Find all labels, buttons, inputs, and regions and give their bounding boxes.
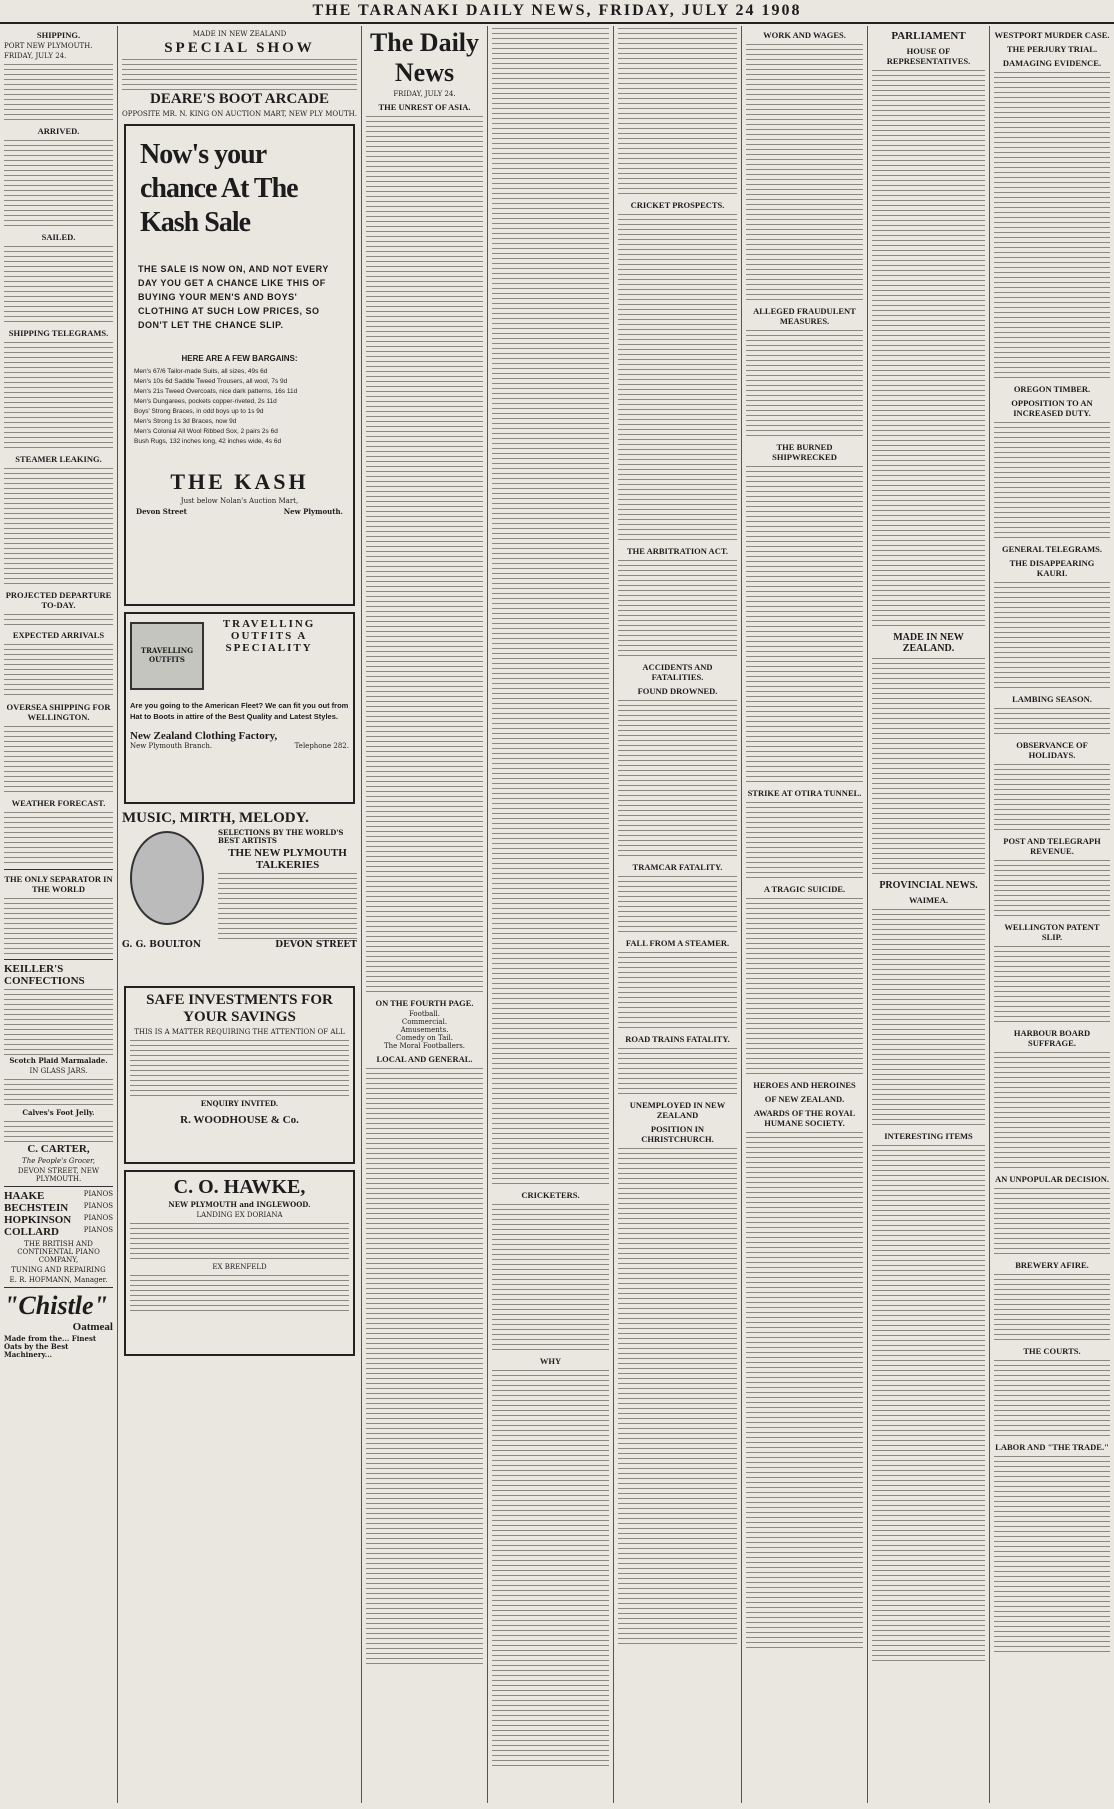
deare-sub: OPPOSITE MR. N. KING ON AUCTION MART, NEW PLY MOUTH. <box>122 110 358 118</box>
courts-text <box>994 1358 1110 1438</box>
bargain-item: Men's 67/6 Tailor-made Suits, all sizes, 49s 6d <box>134 368 268 375</box>
keiller-text <box>4 987 113 1055</box>
bargain-item: Bush Rugs, 132 inches long, 42 inches wide, 4s 6d <box>134 438 282 445</box>
tuning: TUNING AND REPAIRING <box>11 1266 106 1274</box>
unemployed-text <box>618 1146 737 1646</box>
damaging-heading: DAMAGING EVIDENCE. <box>1002 58 1102 68</box>
telegrams-text <box>4 340 113 450</box>
special-text <box>122 57 357 91</box>
bargain-item: Men's Strong 1s 3d Braces, now 9d <box>134 418 237 425</box>
suicide-heading: A TRAGIC SUICIDE. <box>763 884 846 894</box>
news-text-a <box>492 26 609 1186</box>
general-heading: GENERAL TELEGRAMS. <box>1002 544 1102 554</box>
kash-address: Just below Nolan's Auction Mart, <box>180 497 299 505</box>
found-text <box>618 698 737 858</box>
perjury-heading: THE PERJURY TRIAL. <box>1006 44 1098 54</box>
column-news-4 <box>742 26 868 1803</box>
brenfeld-list <box>130 1273 349 1313</box>
labour-heading: LABOR AND "THE TRADE." <box>995 1442 1109 1452</box>
selections: SELECTIONS BY THE WORLD'S BEST ARTISTS <box>218 828 344 845</box>
bargain-item: Men's 10s 6d Saddle Tweed Trousers, all wool, 7s 9d <box>134 378 288 385</box>
bargain-list <box>130 367 349 447</box>
calves: Calves's Foot Jelly. <box>22 1108 95 1117</box>
interesting-heading: INTERESTING ITEMS <box>884 1131 973 1141</box>
made-nz: MADE IN NEW ZEALAND <box>192 30 287 38</box>
heroes-heading: HEROES AND HEROINES <box>753 1080 856 1090</box>
marmalade: Scotch Plaid Marmalade. <box>9 1056 108 1065</box>
fourth-item: Amusements. <box>400 1026 449 1034</box>
steamer-text <box>618 950 737 1030</box>
piano-name: COLLARD <box>4 1226 60 1238</box>
found-heading: FOUND DROWNED. <box>637 686 718 696</box>
strike-text <box>746 800 863 880</box>
suicide-text <box>746 896 863 1076</box>
carter-address: DEVON STREET, NEW PLYMOUTH. <box>17 1167 100 1183</box>
overseas-heading: OVERSEA SHIPPING FOR WELLINGTON. <box>6 702 111 722</box>
westport-heading: WESTPORT MURDER CASE. <box>994 30 1110 40</box>
harbour-text <box>994 1050 1110 1170</box>
cricket-text <box>618 212 737 542</box>
piano-list <box>4 1190 113 1238</box>
awards-text <box>746 1130 863 1650</box>
leaking-text <box>4 466 113 586</box>
burrell-heading: THE BURNED SHIPWRECKED <box>772 442 837 462</box>
oregon-text <box>994 420 1110 540</box>
burrell-text <box>746 464 863 784</box>
unpopular-text <box>994 1186 1110 1256</box>
house-heading: HOUSE OF REPRESENTATIVES. <box>886 46 971 66</box>
hawke-ad <box>124 1170 355 1356</box>
travelling-title: TRAVELLING OUTFITS A SPECIALITY <box>222 618 316 654</box>
boulton: G. G. BOULTON <box>122 940 202 950</box>
interesting-text <box>872 1143 985 1663</box>
bargain-item: Men's Colonial All Wool Ribbed Sox, 2 pairs 2s 6d <box>134 428 278 435</box>
oregon-heading: OREGON TIMBER. <box>1013 384 1091 394</box>
piano-company: THE BRITISH AND CONTINENTAL PIANO COMPANY, <box>17 1240 100 1264</box>
expected-text <box>4 642 113 698</box>
jars-list <box>4 1077 113 1107</box>
shipping-date: FRIDAY, JULY 24. <box>4 52 67 60</box>
leaking-heading: STEAMER LEAKING. <box>15 454 102 464</box>
local-text <box>366 1066 483 1666</box>
kauri-heading: THE DISAPPEARING KAURI. <box>1009 558 1095 578</box>
labour-text <box>994 1454 1110 1654</box>
piano-word: PIANOS <box>83 1214 113 1222</box>
post-text <box>994 858 1110 918</box>
parliament-heading: PARLIAMENT <box>891 30 966 42</box>
provincial-heading: PROVINCIAL NEWS. <box>879 880 978 891</box>
grocer: The People's Grocer, <box>22 1157 95 1165</box>
masthead: THE TARANAKI DAILY NEWS, FRIDAY, JULY 24 1908 <box>0 0 1114 24</box>
waimea-heading: WAIMEA. <box>909 895 948 905</box>
alcohol-heading: ALLEGED FRAUDULENT MEASURES. <box>753 306 856 326</box>
kash-logo: THE KASH <box>170 469 309 494</box>
oatmeal: Oatmeal <box>72 1321 113 1333</box>
fourth-item: Comedy on Tail. <box>396 1034 453 1042</box>
hawke-title: C. O. HAWKE, <box>173 1176 306 1198</box>
awards-heading: AWARDS OF THE ROYAL HUMANE SOCIETY. <box>753 1108 856 1128</box>
column-ads <box>118 26 362 1803</box>
accidents-heading: ACCIDENTS AND FATALITIES. <box>642 662 713 682</box>
kauri-text <box>994 580 1110 690</box>
exbrenfeld: EX BRENFELD <box>212 1263 267 1271</box>
slip-text <box>994 944 1110 1024</box>
nz-heading: OF NEW ZEALAND. <box>764 1094 845 1104</box>
safe-investments-ad <box>124 986 355 1164</box>
cricketers-text <box>492 1202 609 1352</box>
opposition-heading: OPPOSITION TO AN INCREASED DUTY. <box>1011 398 1093 418</box>
safe-sub: THIS IS A MATTER REQUIRING THE ATTENTION OF ALL <box>134 1028 345 1036</box>
why-heading: WHY <box>539 1356 562 1366</box>
telephone: Telephone 282. <box>294 742 349 750</box>
slip-heading: WELLINGTON PATENT SLIP. <box>1004 922 1100 942</box>
lambing-heading: LAMBING SEASON. <box>1012 694 1092 704</box>
tramcar-heading: TRAMCAR FATALITY. <box>632 862 723 872</box>
piano-name: HAAKE <box>4 1190 45 1202</box>
expected-heading: EXPECTED ARRIVALS <box>12 630 105 640</box>
trunk-image <box>130 622 204 690</box>
port-label: PORT NEW PLYMOUTH. <box>4 42 93 50</box>
cricket-heading: CRICKET PROSPECTS. <box>630 200 725 210</box>
separator-text <box>4 896 113 956</box>
cricketers-heading: CRICKETERS. <box>521 1190 580 1200</box>
departure-text <box>4 612 113 626</box>
nz-clothing: New Zealand Clothing Factory, <box>130 730 278 742</box>
enquiry: ENQUIRY INVITED. <box>200 1099 279 1108</box>
waimea-text <box>872 907 985 1127</box>
column-editorial <box>362 26 488 1803</box>
lead-text <box>366 114 483 994</box>
kash-headline: Now's your chance At The Kash Sale <box>140 139 298 238</box>
devon-street: DEVON STREET <box>275 940 357 950</box>
finest: Made from the... Finest Oats by the Best Machinery... <box>4 1334 97 1359</box>
sailed-text <box>4 244 113 324</box>
kash-town: New Plymouth. <box>283 507 343 516</box>
work-heading: WORK AND WAGES. <box>763 30 846 40</box>
lead-heading: THE UNREST OF ASIA. <box>378 102 471 112</box>
fleet-text: Are you going to the American Fleet? We can fit you out from Hat to Boots in attire of the Best Quality and Latest Styles. <box>130 701 349 721</box>
post-heading: POST AND TELEGRAPH REVENUE. <box>1003 836 1101 856</box>
arbitration-heading: THE ARBITRATION ACT. <box>627 546 728 556</box>
courts-heading: THE COURTS. <box>1023 1346 1081 1356</box>
music-ad <box>122 810 357 980</box>
fourth-item: The Moral Footballers. <box>383 1042 466 1050</box>
keiller-heading: KEILLER'S CONFECTIONS <box>4 963 85 987</box>
piano-word: PIANOS <box>83 1190 113 1198</box>
bargain-item: Boys' Strong Braces, in odd boys up to 1s 9d <box>134 408 264 415</box>
talkeries-text <box>218 871 357 941</box>
unemployed-heading: UNEMPLOYED IN NEW ZEALAND <box>629 1100 726 1120</box>
lambing-text <box>994 706 1110 736</box>
departure-heading: PROJECTED DEPARTURE TO-DAY. <box>5 590 112 610</box>
westport-text <box>994 70 1110 380</box>
trunk-text: TRAVELLING OUTFITS <box>140 646 194 664</box>
column-telegrams <box>990 26 1114 1803</box>
fourth-item: Football. <box>408 1010 441 1018</box>
paper-title: The Daily News <box>369 28 480 87</box>
column-news-2 <box>488 26 614 1803</box>
jars: IN GLASS JARS. <box>29 1067 88 1075</box>
column-news-3 <box>614 26 742 1803</box>
weather-heading: WEATHER FORECAST. <box>11 798 106 808</box>
parliament-text <box>872 68 985 628</box>
brewery-heading: BREWERY AFIRE. <box>1015 1260 1089 1270</box>
trains-heading: ROAD TRAINS FATALITY. <box>625 1034 730 1044</box>
landing: LANDING EX DORIANA <box>196 1211 283 1219</box>
editorial-date: FRIDAY, JULY 24. <box>393 90 456 98</box>
harbour-heading: HARBOUR BOARD SUFFRAGE. <box>1013 1028 1091 1048</box>
holidays-text <box>994 762 1110 832</box>
tide-table <box>4 62 113 122</box>
kash-body: THE SALE IS NOW ON, AND NOT EVERY DAY YOU GET A CHANCE LIKE THIS OF BUYING YOUR MEN'S AND BOYS' CLOTHING AT SUCH LOW PRICES, SO DON'T LET THE CHANCE SLIP. <box>138 264 329 330</box>
alcohol-text <box>746 328 863 438</box>
fourth-item: Commercial. <box>401 1018 448 1026</box>
news-text-b <box>618 26 737 196</box>
overseas-text <box>4 724 113 794</box>
deare-title: DEARE'S BOOT ARCADE <box>150 91 329 107</box>
arrived-text <box>4 138 113 228</box>
arbitration-text <box>618 558 737 658</box>
nz-branch: New Plymouth Branch. <box>130 742 213 750</box>
kash-ad <box>124 124 355 606</box>
unpopular-heading: AN UNPOPULAR DECISION. <box>994 1174 1110 1184</box>
chistle-logo: "Chistle" <box>4 1291 108 1320</box>
tramcar-text <box>618 874 737 934</box>
hofmann: E. R. HOFMANN, Manager. <box>9 1276 108 1284</box>
fourth-page-heading: ON THE FOURTH PAGE. <box>375 998 474 1008</box>
column-shipping <box>0 26 118 1803</box>
carter: C. CARTER, <box>27 1143 90 1155</box>
christchurch-heading: POSITION IN CHRISTCHURCH. <box>641 1124 714 1144</box>
talkeries: THE NEW PLYMOUTH TALKERIES <box>228 847 347 871</box>
trains-text <box>618 1046 737 1096</box>
brewery-text <box>994 1272 1110 1342</box>
calves-text <box>4 1119 113 1143</box>
piano-word: PIANOS <box>83 1226 113 1234</box>
shipping-heading: SHIPPING. <box>36 30 81 40</box>
piano-name: BECHSTEIN <box>4 1202 69 1214</box>
made-nz-text <box>872 656 985 876</box>
music-title: MUSIC, MIRTH, MELODY. <box>122 810 309 826</box>
column-parliament <box>868 26 990 1803</box>
weather-text <box>4 810 113 866</box>
bargain-item: Men's 21s Tweed Overcoats, nice dark patterns, 16s 11d <box>134 388 298 395</box>
bargain-item: Men's Dungarees, pockets copper-riveted, 2s 11d <box>134 398 277 405</box>
why-text <box>492 1368 609 1768</box>
safe-title: SAFE INVESTMENTS FOR YOUR SAVINGS <box>146 992 333 1025</box>
fourth-items <box>366 1010 483 1050</box>
bargains-heading: HERE ARE A FEW BARGAINS: <box>181 354 298 363</box>
safe-text <box>130 1038 349 1098</box>
travelling-ad <box>124 612 355 804</box>
work-text <box>746 42 863 302</box>
piano-name: HOPKINSON <box>4 1214 72 1226</box>
arrived-heading: ARRIVED. <box>37 126 80 136</box>
sailed-heading: SAILED. <box>41 232 76 242</box>
edison-portrait <box>130 831 204 925</box>
telegrams-heading: SHIPPING TELEGRAMS. <box>8 328 109 338</box>
kash-street: Devon Street <box>136 507 187 516</box>
woodhouse: R. WOODHOUSE & Co. <box>180 1114 299 1126</box>
landing-list <box>130 1221 349 1261</box>
local-heading: LOCAL AND GENERAL. <box>376 1054 473 1064</box>
strike-heading: STRIKE AT OTIRA TUNNEL. <box>747 788 862 798</box>
separator-heading: THE ONLY SEPARATOR IN THE WORLD <box>4 874 113 894</box>
holidays-heading: OBSERVANCE OF HOLIDAYS. <box>1016 740 1088 760</box>
special-show: SPECIAL SHOW <box>164 40 315 56</box>
hawke-sub: NEW PLYMOUTH and INGLEWOOD. <box>168 1200 311 1209</box>
made-nz-heading: MADE IN NEW ZEALAND. <box>893 632 964 654</box>
piano-word: PIANOS <box>83 1202 113 1210</box>
steamer-heading: FALL FROM A STEAMER. <box>625 938 730 948</box>
